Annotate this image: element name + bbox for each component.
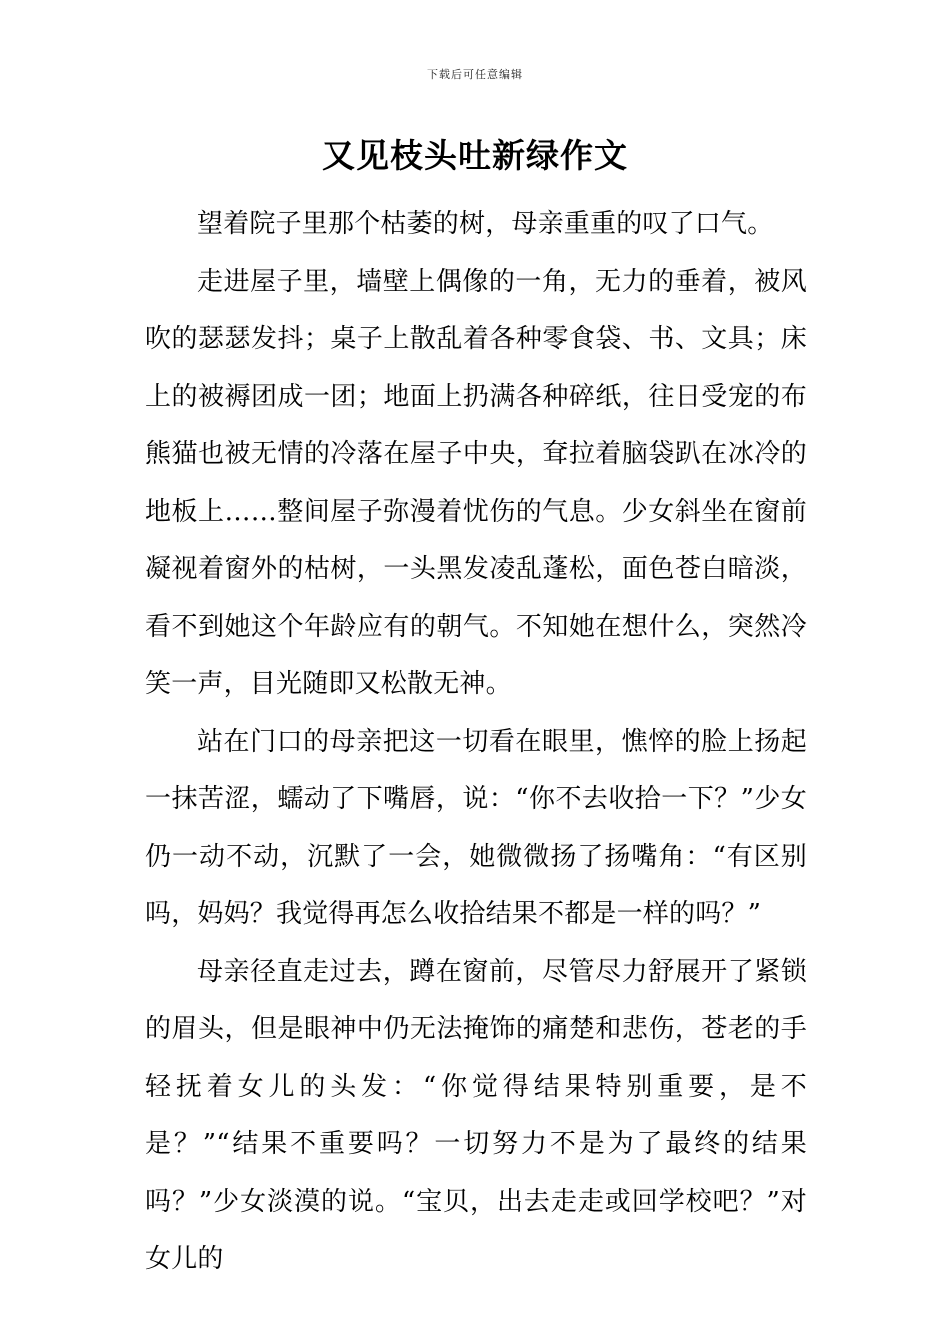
header-note: 下载后可任意编辑 <box>427 68 523 81</box>
paragraph-3: 站在门口的母亲把这一切看在眼里，憔悴的脸上扬起一抹苦涩，蠕动了下嘴唇，说：“你不去收拾一下？”少女仍一动不动，沉默了一会，她微微扬了扬嘴角：“有区别吗，妈妈？我觉得再怎么收拾结果不都是一样的吗？” <box>145 726 807 929</box>
paragraph-4: 母亲径直走过去，蹲在窗前，尽管尽力舒展开了紧锁的眉头，但是眼神中仍无法掩饰的痛楚和悲伤，苍老的手轻抚着女儿的头发：“你觉得结果特别重要，是不是？”“结果不重要吗？一切努力不是为了最终的结果吗？”少女淡漠的说。“宝贝，出去走走或回学校吧？”对女儿的 <box>145 956 807 1274</box>
paragraph-2: 走进屋子里，墙壁上偶像的一角，无力的垂着，被风吹的瑟瑟发抖；桌子上散乱着各种零食袋、书、文具；床上的被褥团成一团；地面上扔满各种碎纸，往日受宠的布熊猫也被无情的冷落在屋子中央，耷拉着脑袋趴在冰冷的地板上……整间屋子弥漫着忧伤的气息。少女斜坐在窗前凝视着窗外的枯树，一头黑发凌乱蓬松，面色苍白暗淡，看不到她这个年龄应有的朝气。不知她在想什么，突然冷笑一声，目光随即又松散无神。 <box>145 266 807 699</box>
document-body <box>145 196 807 1289</box>
document-title: 又见枝头吐新绿作文 <box>322 136 628 175</box>
paragraph-1: 望着院子里那个枯萎的树，母亲重重的叹了口气。 <box>197 209 774 239</box>
